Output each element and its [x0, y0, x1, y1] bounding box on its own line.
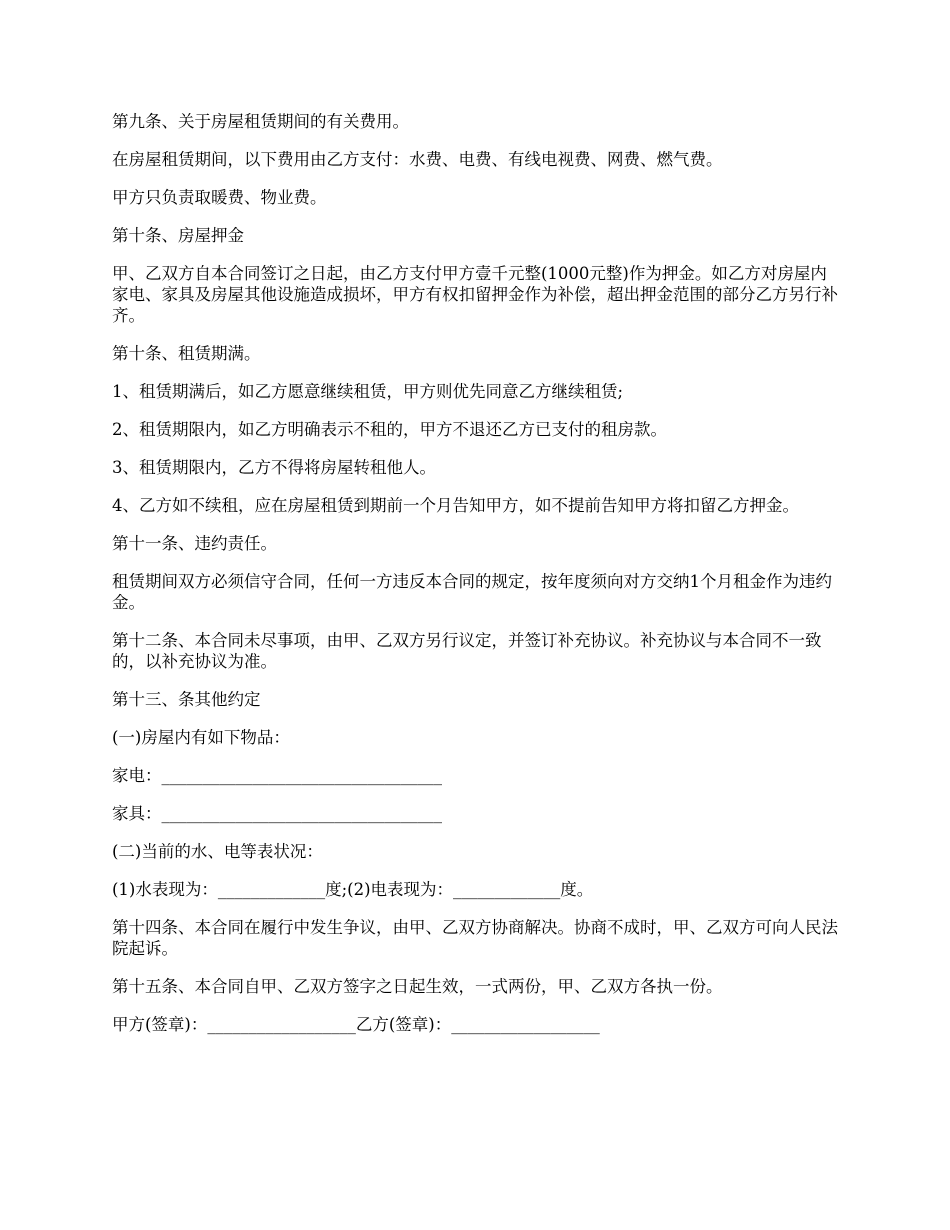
items-heading: (一)房屋内有如下物品： — [112, 728, 290, 747]
furniture-line: 家具：__________________________________ — [112, 804, 442, 823]
article-13-heading: 第十三、条其他约定 — [112, 690, 261, 709]
signature-line: 甲方(签章)：__________________乙方(签章)：__________________ — [112, 1015, 600, 1034]
tenant-expenses-paragraph: 在房屋租赁期间，以下费用由乙方支付：水费、电费、有线电视费、网费、燃气费。 — [112, 150, 723, 169]
article-11-heading: 第十一条、违约责任。 — [112, 534, 277, 553]
expiry-clause-2: 2、租赁期限内，如乙方明确表示不租的，甲方不退还乙方已支付的租房款。 — [112, 420, 667, 439]
lease-expiry-heading: 第十条、租赁期满。 — [112, 344, 261, 363]
expiry-clause-3: 3、租赁期限内，乙方不得将房屋转租他人。 — [112, 458, 436, 477]
article-12-paragraph: 第十二条、本合同未尽事项，由甲、乙双方另行议定，并签订补充协议。补充协议与本合同不一致的，以补充协议为准。 — [112, 631, 822, 671]
meter-readings-line: (1)水表现为：_____________度;(2)电表现为：_____________度。 — [112, 880, 594, 899]
breach-paragraph: 租赁期间双方必须信守合同，任何一方违反本合同的规定，按年度须向对方交纳1个月租金作为违约金。 — [112, 572, 832, 612]
appliances-line: 家电：__________________________________ — [112, 766, 442, 785]
article-9-heading: 第九条、关于房屋租赁期间的有关费用。 — [112, 112, 409, 131]
article-15-paragraph: 第十五条、本合同自甲、乙双方签字之日起生效，一式两份，甲、乙双方各执一份。 — [112, 977, 723, 996]
document-body — [112, 111, 840, 1052]
expiry-clause-4: 4、乙方如不续租，应在房屋租赁到期前一个月告知甲方，如不提前告知甲方将扣留乙方押金。 — [112, 496, 799, 515]
meters-heading: (二)当前的水、电等表状况： — [112, 842, 323, 861]
landlord-expenses-paragraph: 甲方只负责取暖费、物业费。 — [112, 188, 327, 207]
article-14-paragraph: 第十四条、本合同在履行中发生争议，由甲、乙双方协商解决。协商不成时，甲、乙双方可向人民法院起诉。 — [112, 918, 838, 958]
article-10-heading: 第十条、房屋押金 — [112, 226, 244, 245]
deposit-paragraph: 甲、乙双方自本合同签订之日起，由乙方支付甲方壹千元整(1000元整)作为押金。如乙方对房屋内家电、家具及房屋其他设施造成损坏，甲方有权扣留押金作为补偿，超出押金范围的部分乙方另行补齐。 — [112, 264, 838, 325]
expiry-clause-1: 1、租赁期满后，如乙方愿意继续租赁，甲方则优先同意乙方继续租赁; — [112, 382, 624, 401]
